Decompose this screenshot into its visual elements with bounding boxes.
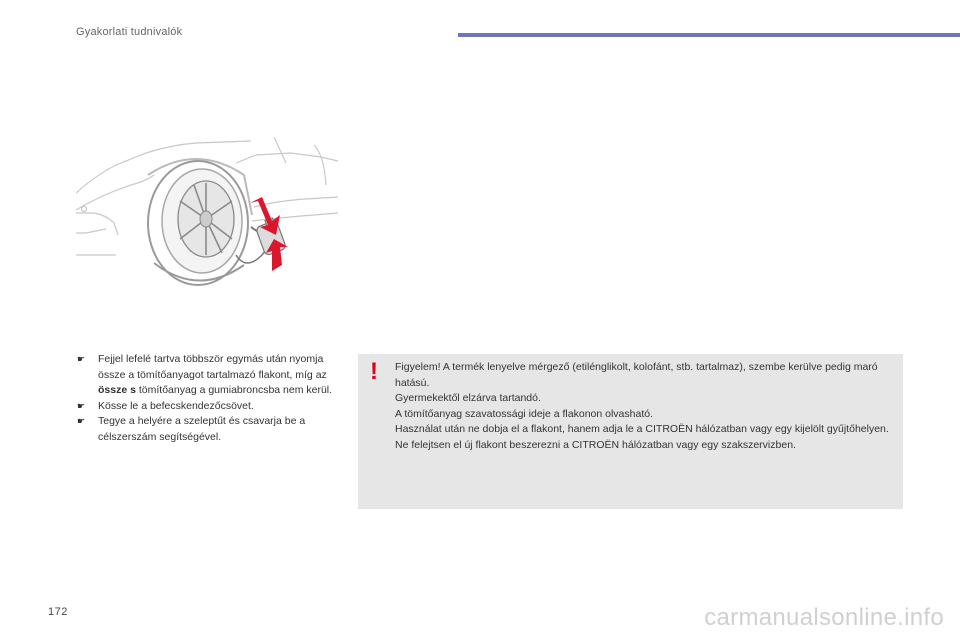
warning-line: Figyelem! A termék lenyelve mérgező (etilénglikolt, kolofánt, stb. tartalmaz), szembe kerülve pedig maró hatású.: [395, 361, 878, 389]
step-text: Fejjel lefelé tartva többször egymás után nyomja össze a tömítőanyagot tartalmazó flakont, míg az: [98, 353, 327, 381]
pointing-hand-icon: ☛: [77, 416, 86, 427]
page-section-title: Gyakorlati tudnivalók: [76, 26, 183, 38]
instruction-step-1: [76, 352, 338, 399]
watermark-text: carmanualsonline.info: [704, 604, 944, 631]
step-text: Kösse le a befecskendezőcsövet.: [98, 399, 254, 412]
instruction-step-2: [76, 399, 338, 415]
warning-line: Gyermekektől elzárva tartandó.: [395, 392, 541, 405]
warning-box: [358, 354, 903, 509]
warning-line: A tömítőanyag szavatossági ideje a flakonon olvasható.: [395, 407, 653, 420]
flat-tyre: [148, 161, 248, 285]
warning-line: Használat után ne dobja el a flakont, hanem adja le a CITROËN hálózatban vagy egy kijelölt gyűjtőhelyen.: [395, 423, 889, 436]
instruction-steps: [76, 352, 338, 446]
header-accent-bar: [458, 33, 960, 37]
tyre-sealant-illustration: [76, 135, 338, 300]
instruction-step-3: [76, 414, 338, 445]
step-text-continued: tömítőanyag a gumiabroncsba nem kerül.: [135, 384, 333, 397]
warning-line: Ne felejtsen el új flakont beszerezni a CITROËN hálózatban vagy egy szakszervizben.: [395, 438, 796, 451]
step-bold-text: össze s: [98, 384, 136, 397]
page-number: 172: [48, 606, 68, 618]
warning-text: [395, 360, 899, 454]
pointing-hand-icon: ☛: [77, 400, 86, 411]
exclamation-icon: !: [370, 358, 378, 385]
step-text: Tegye a helyére a szeleptűt és csavarja be a célszerszám segítségével.: [98, 415, 306, 443]
pointing-hand-icon: ☛: [77, 354, 86, 364]
